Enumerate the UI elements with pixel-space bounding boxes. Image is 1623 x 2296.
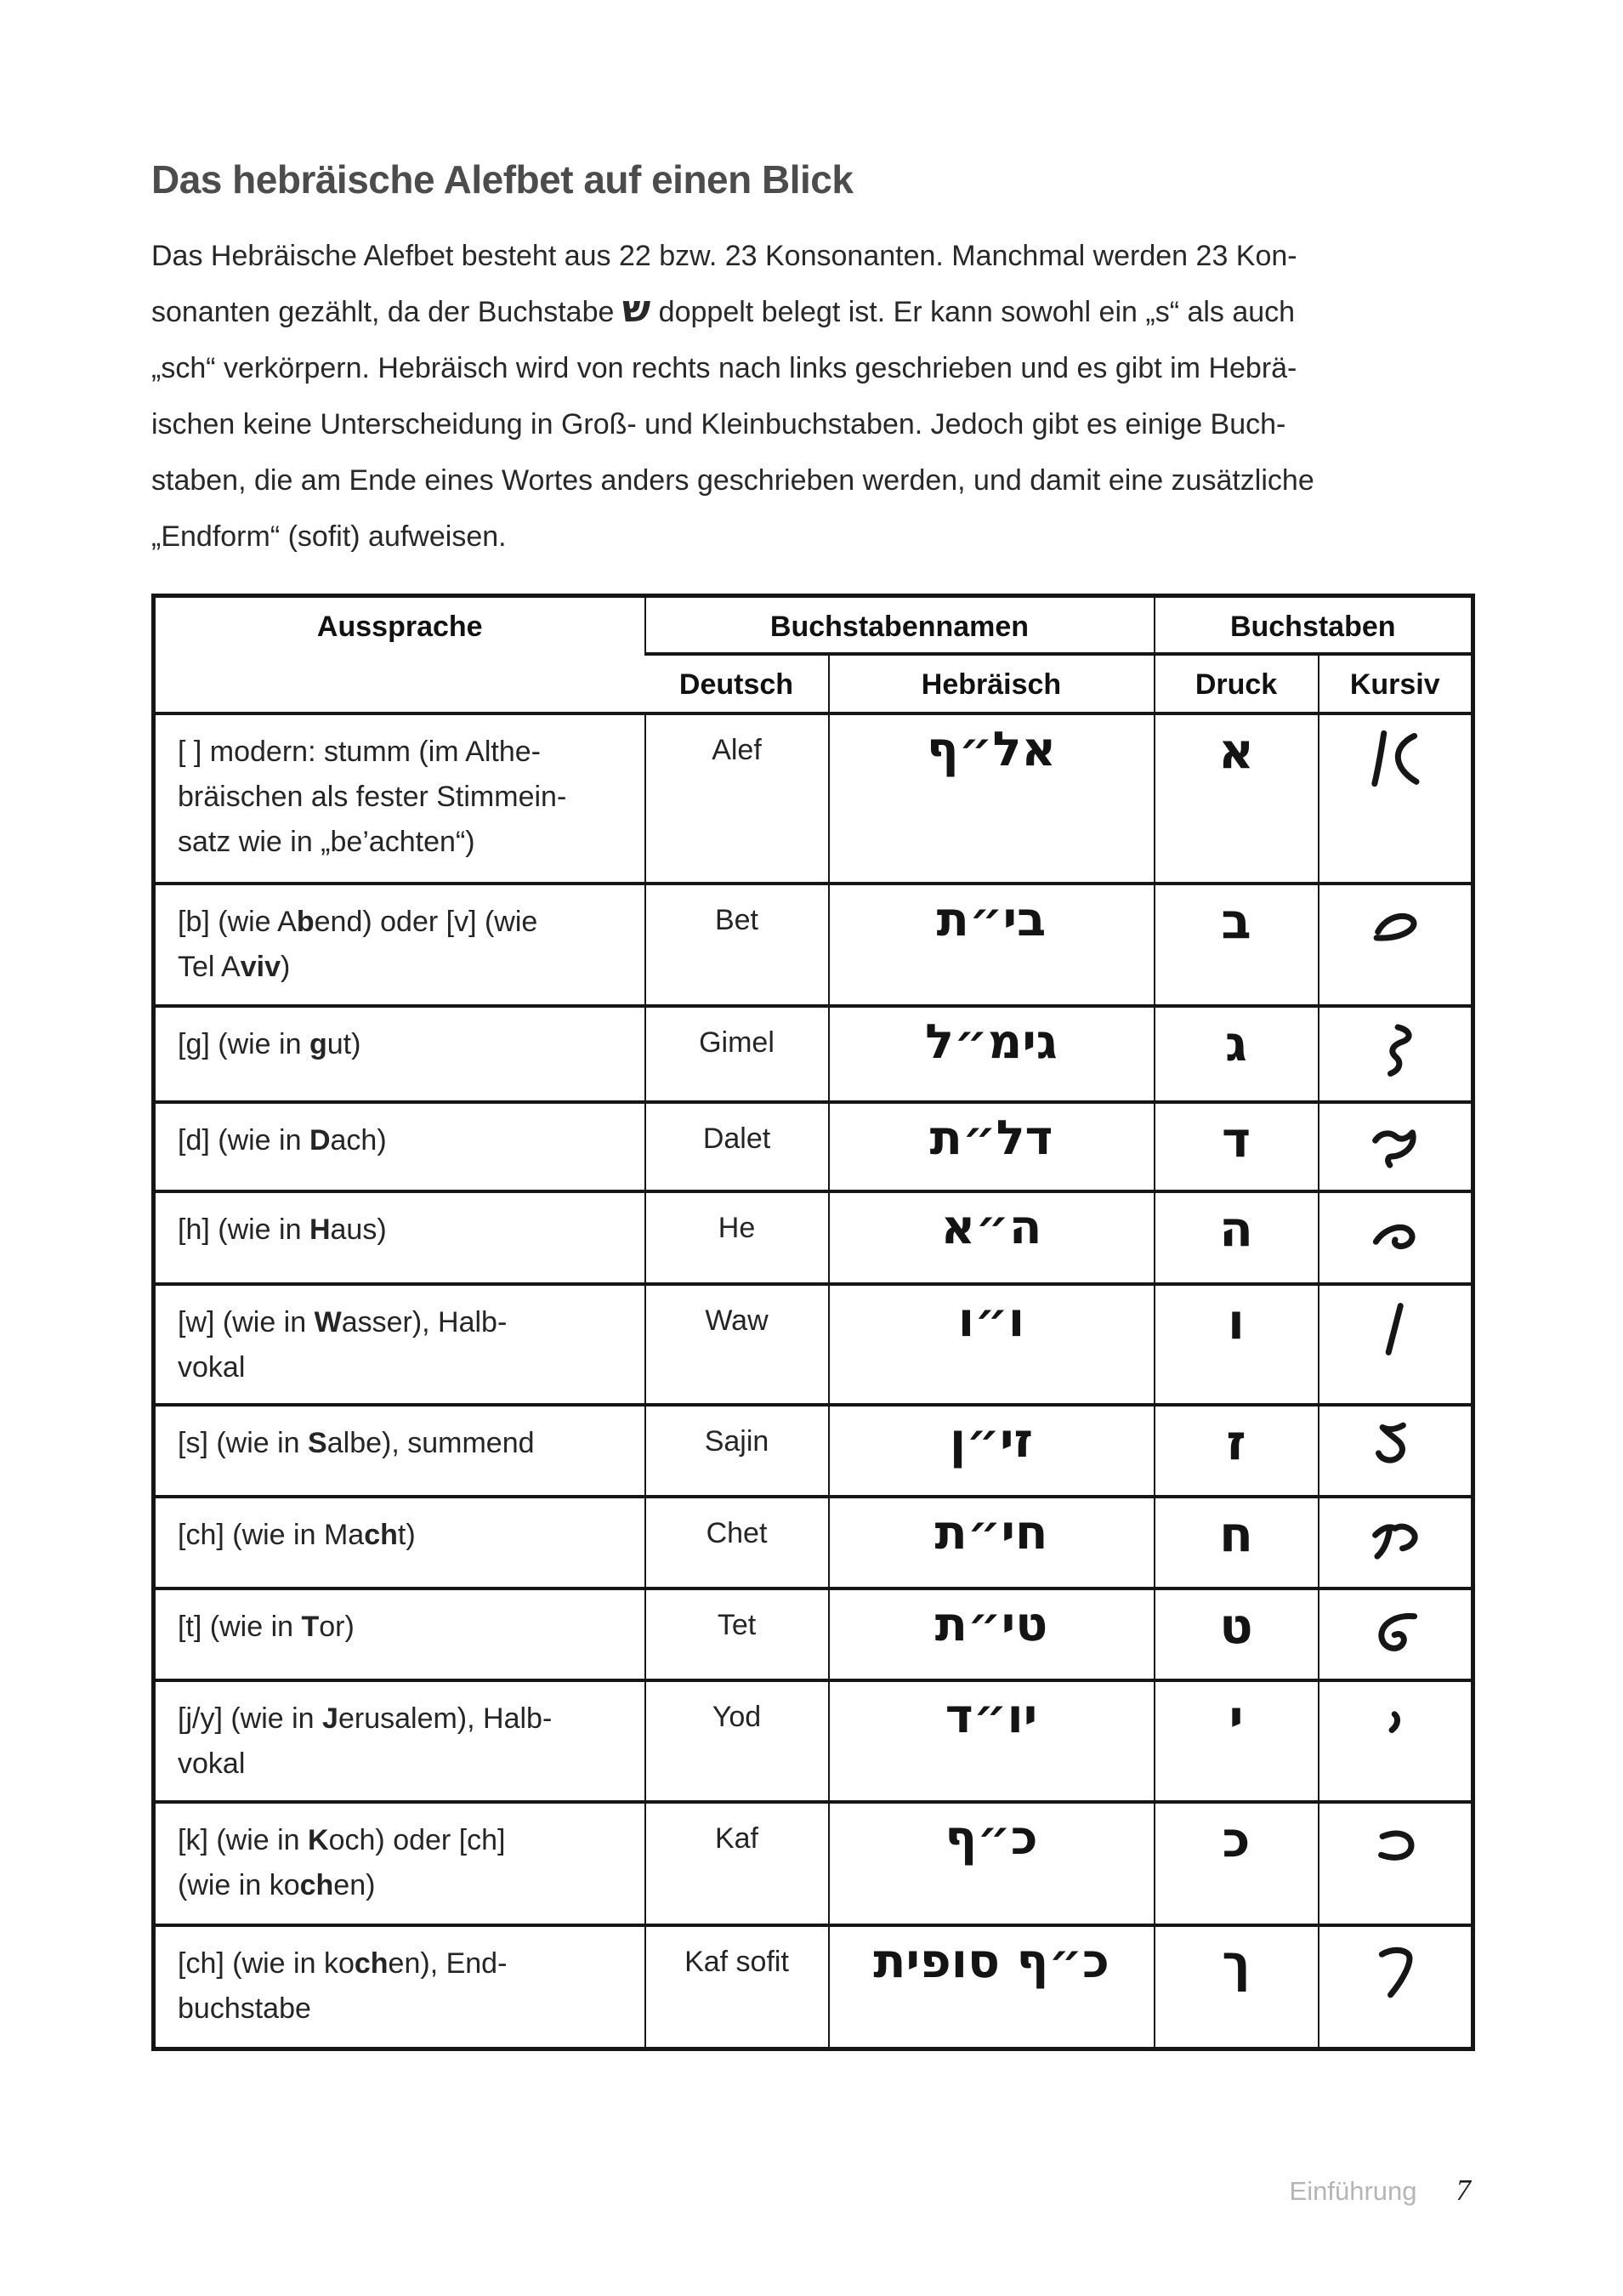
hebrew-name-cell: ה״א <box>829 1191 1155 1284</box>
cursive-letter-cell <box>1319 1588 1473 1680</box>
page-number: 7 <box>1456 2174 1471 2207</box>
hebrew-name-cell: זי״ן <box>829 1405 1155 1497</box>
pronunciation-cell: [g] (wie in gut) <box>178 1027 361 1060</box>
footer-section-label: Einführung <box>1289 2176 1417 2206</box>
cursive-kaf-sofit-icon <box>1362 1937 1428 2003</box>
page-title: Das hebräische Alefbet auf einen Blick <box>151 157 854 202</box>
german-name-cell: Bet <box>645 884 829 1006</box>
table-row-chet <box>154 1497 1473 1588</box>
german-name-cell: Chet <box>645 1497 829 1588</box>
cursive-letter-cell <box>1319 1006 1473 1102</box>
pronunciation-cell: [k] (wie in Koch) oder [ch] (wie in kochen) <box>178 1823 506 1901</box>
cursive-letter-cell <box>1319 1191 1473 1284</box>
table-row-yod <box>154 1680 1473 1802</box>
german-name-cell: He <box>645 1191 829 1284</box>
pronunciation-cell: [ ] modern: stumm (im Althe- bräischen als fester Stimmein- satz wie in „be’achten“) <box>178 735 567 858</box>
hebrew-name-cell: בי״ת <box>829 884 1155 1006</box>
print-letter-cell: ג <box>1155 1006 1319 1102</box>
header-druck: Druck <box>1155 654 1319 713</box>
cursive-bet-icon <box>1362 895 1428 962</box>
table-row-sajin <box>154 1405 1473 1497</box>
pronunciation-cell: [h] (wie in Haus) <box>178 1213 387 1246</box>
print-letter-cell: ח <box>1155 1497 1319 1588</box>
hebrew-name-cell: יו״ד <box>829 1680 1155 1802</box>
german-name-cell: Tet <box>645 1588 829 1680</box>
hebrew-name-cell: גימ״ל <box>829 1006 1155 1102</box>
cursive-sajin-icon <box>1362 1417 1428 1483</box>
german-name-cell: Gimel <box>645 1006 829 1102</box>
hebrew-name-cell: אל״ף <box>829 713 1155 884</box>
hebrew-name-cell: כ״ף סופית <box>829 1925 1155 2049</box>
german-name-cell: Kaf <box>645 1802 829 1925</box>
hebrew-name-cell: חי״ת <box>829 1497 1155 1588</box>
german-name-cell: Alef <box>645 713 829 884</box>
german-name-cell: Sajin <box>645 1405 829 1497</box>
table-row-he <box>154 1191 1473 1284</box>
header-deutsch: Deutsch <box>645 654 829 713</box>
cursive-letter-cell <box>1319 1680 1473 1802</box>
hebrew-name-cell: ו״ו <box>829 1284 1155 1405</box>
alefbet-table <box>151 594 1475 2051</box>
hebrew-name-cell: דל״ת <box>829 1102 1155 1191</box>
table-row-dalet <box>154 1102 1473 1191</box>
print-letter-cell: ך <box>1155 1925 1319 2049</box>
pronunciation-cell: [ch] (wie in kochen), End- buchstabe <box>178 1946 508 2025</box>
pronunciation-cell: [w] (wie in Wasser), Halb- vokal <box>178 1305 508 1384</box>
print-letter-cell: י <box>1155 1680 1319 1802</box>
cursive-letter-cell <box>1319 1497 1473 1588</box>
pronunciation-cell: [t] (wie in Tor) <box>178 1610 355 1643</box>
print-letter-cell: ו <box>1155 1284 1319 1405</box>
german-name-cell: Waw <box>645 1284 829 1405</box>
table-row-kaf-sofit <box>154 1925 1473 2049</box>
table-row-bet <box>154 884 1473 1006</box>
cursive-letter-cell <box>1319 713 1473 884</box>
print-letter-cell: א <box>1155 713 1319 884</box>
hebrew-name-cell: טי״ת <box>829 1588 1155 1680</box>
cursive-letter-cell <box>1319 1284 1473 1405</box>
cursive-waw-icon <box>1362 1296 1428 1362</box>
cursive-he-icon <box>1362 1203 1428 1270</box>
cursive-alef-icon <box>1362 725 1428 792</box>
table-row-kaf <box>154 1802 1473 1925</box>
pronunciation-cell: [d] (wie in Dach) <box>178 1123 387 1157</box>
cursive-letter-cell <box>1319 1925 1473 2049</box>
cursive-letter-cell <box>1319 1802 1473 1925</box>
cursive-dalet-icon <box>1362 1114 1428 1180</box>
cursive-letter-cell <box>1319 1102 1473 1191</box>
cursive-gimel-icon <box>1362 1018 1428 1084</box>
hebrew-name-cell: כ״ף <box>829 1802 1155 1925</box>
table-row-waw <box>154 1284 1473 1405</box>
print-letter-cell: ז <box>1155 1405 1319 1497</box>
table-row-tet <box>154 1588 1473 1680</box>
intro-paragraph: Das Hebräische Alefbet besteht aus 22 bzw. 23 Konsonanten. Manchmal werden 23 Kon- sonanten gezählt, da der Buchstabe ש doppelt belegt ist. Er kann sowohl ein „s“ als auch „sch“ verkörpern. Hebräisch wird von rechts nach links geschrieben und es gibt im Hebrä- ischen keine Unterscheidung in Groß- und Kleinbuchstaben. Jedoch gibt es einige Buch- staben, die am Ende eines Wortes anders geschrieben werden, und damit eine zusätzliche „Endform“ (sofit) aufweisen. <box>151 240 1314 553</box>
table-row-gimel <box>154 1006 1473 1102</box>
cursive-chet-icon <box>1362 1509 1428 1575</box>
print-letter-cell: ט <box>1155 1588 1319 1680</box>
german-name-cell: Yod <box>645 1680 829 1802</box>
print-letter-cell: ה <box>1155 1191 1319 1284</box>
cursive-tet-icon <box>1362 1600 1428 1667</box>
table-row-alef <box>154 713 1473 884</box>
cursive-kaf-icon <box>1362 1814 1428 1880</box>
table-header <box>154 596 1473 713</box>
page-footer <box>151 2174 1471 2208</box>
pronunciation-cell: [ch] (wie in Macht) <box>178 1518 416 1551</box>
print-letter-cell: ב <box>1155 884 1319 1006</box>
header-buchstabennamen: Buchstabennamen <box>645 596 1155 654</box>
cursive-yod-icon <box>1362 1692 1428 1759</box>
pronunciation-cell: [j/y] (wie in Jerusalem), Halb- vokal <box>178 1702 553 1780</box>
page-content <box>151 0 1471 2051</box>
header-aussprache: Aussprache <box>316 611 483 643</box>
cursive-letter-cell <box>1319 884 1473 1006</box>
print-letter-cell: ד <box>1155 1102 1319 1191</box>
print-letter-cell: כ <box>1155 1802 1319 1925</box>
cursive-letter-cell <box>1319 1405 1473 1497</box>
german-name-cell: Dalet <box>645 1102 829 1191</box>
pronunciation-cell: [b] (wie Abend) oder [v] (wie Tel Aviv) <box>178 905 538 983</box>
header-buchstaben: Buchstaben <box>1155 596 1473 654</box>
header-hebraeisch: Hebräisch <box>829 654 1155 713</box>
pronunciation-cell: [s] (wie in Salbe), summend <box>178 1426 535 1459</box>
header-kursiv: Kursiv <box>1319 654 1473 713</box>
german-name-cell: Kaf sofit <box>645 1925 829 2049</box>
